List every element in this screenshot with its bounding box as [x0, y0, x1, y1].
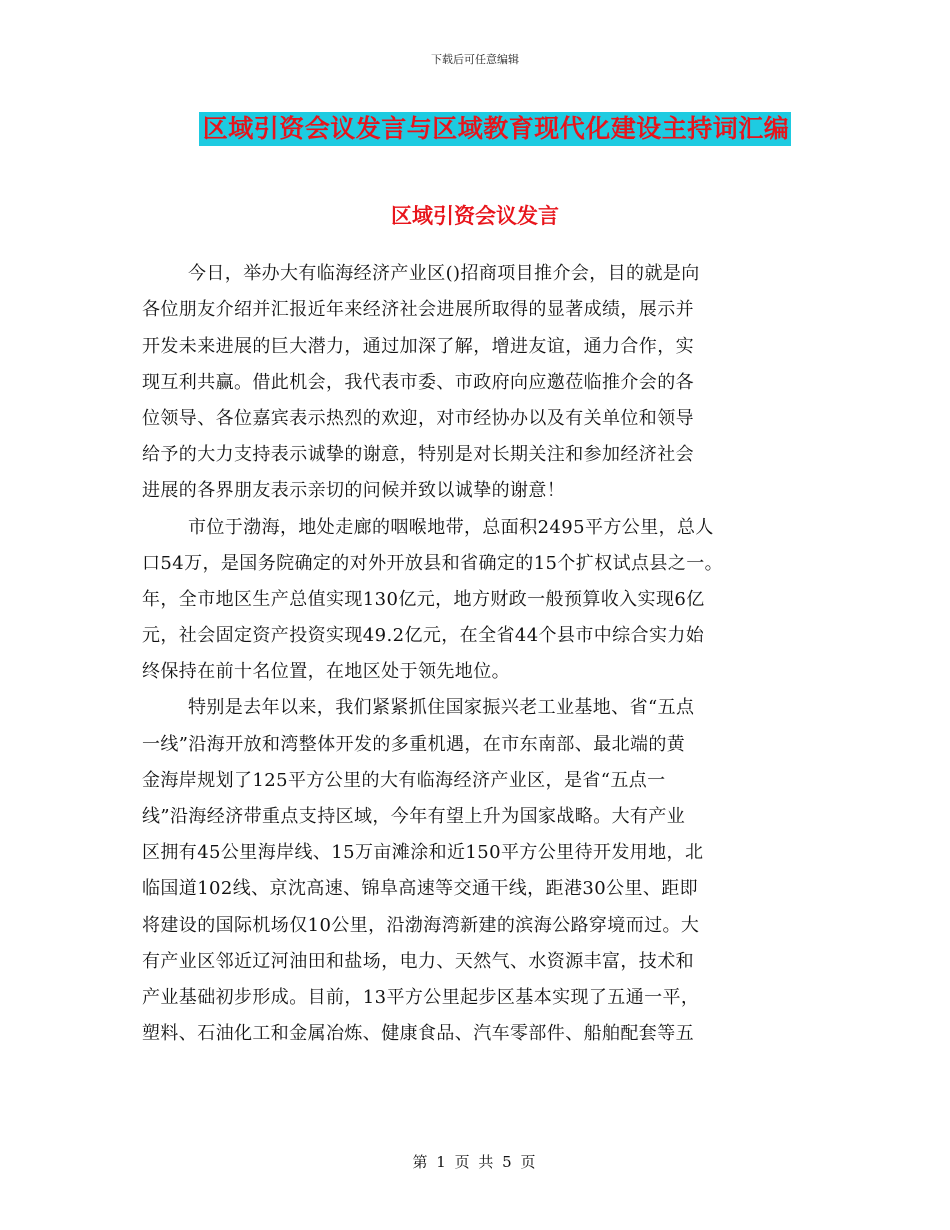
paragraph-line: 开发未来进展的巨大潜力，通过加深了解，增进友谊，通力合作，实: [142, 335, 694, 357]
paragraph-line: 市位于渤海，地处走廊的咽喉地带，总面积2495平方公里，总人: [188, 516, 714, 538]
paragraph-line: 塑料、石油化工和金属冶炼、健康食品、汽车零部件、船舶配套等五: [142, 1023, 694, 1045]
document-body: [142, 220, 812, 1052]
paragraph-line: 终保持在前十名位置，在地区处于领先地位。: [142, 661, 510, 683]
document-title-container: [0, 112, 950, 146]
paragraph-line: 金海岸规划了125平方公里的大有临海经济产业区，是省“五点一: [142, 769, 666, 791]
paragraph-line: 元，社会固定资产投资实现49.2亿元，在全省44个县市中综合实力始: [142, 625, 705, 647]
paragraph-line: 有产业区邻近辽河油田和盐场，电力、天然气、水资源丰富，技术和: [142, 950, 694, 972]
paragraph-line: 一线”沿海开放和湾整体开发的多重机遇，在市东南部、最北端的黄: [142, 733, 686, 755]
page-indicator: 第 1 页 共 5 页: [412, 1153, 538, 1171]
paragraph-line: 给予的大力支持表示诚挚的谢意，特别是对长期关注和参加经济社会: [142, 444, 694, 466]
page-header-note: 下载后可任意编辑: [431, 53, 519, 66]
paragraph-line: 进展的各界朋友表示亲切的问候并致以诚挚的谢意！: [142, 480, 566, 502]
paragraph-line: 临国道102线、京沈高速、锦阜高速等交通干线，距港30公里、距即: [142, 878, 699, 900]
paragraph-line: 今日，举办大有临海经济产业区()招商项目推介会，目的就是向: [188, 263, 700, 285]
paragraph-line: 各位朋友介绍并汇报近年来经济社会进展所取得的显著成绩，展示并: [142, 299, 694, 321]
paragraph-line: 年，全市地区生产总值实现130亿元，地方财政一般预算收入实现6亿: [142, 588, 705, 610]
paragraph-line: 现互利共赢。借此机会，我代表市委、市政府向应邀莅临推介会的各: [142, 371, 694, 393]
section-title: 区域引资会议发言: [391, 204, 559, 228]
paragraph-line: 位领导、各位嘉宾表示热烈的欢迎，对市经协办以及有关单位和领导: [142, 407, 694, 429]
paragraph-line: 将建设的国际机场仅10公里，沿渤海湾新建的滨海公路穿境而过。大: [142, 914, 700, 936]
paragraph-line: 特别是去年以来，我们紧紧抓住国家振兴老工业基地、省“五点: [188, 697, 695, 719]
paragraph-line: 产业基础初步形成。目前，13平方公里起步区基本实现了五通一平，: [142, 986, 700, 1008]
paragraph-line: 区拥有45公里海岸线、15万亩滩涂和近150平方公里待开发用地，北: [142, 842, 704, 864]
paragraph-line: 口54万，是国务院确定的对外开放县和省确定的15个扩权试点县之一。: [142, 552, 724, 574]
paragraph-line: 线”沿海经济带重点支持区域，今年有望上升为国家战略。大有产业: [142, 806, 686, 827]
document-title: 区域引资会议发言与区域教育现代化建设主持词汇编: [199, 112, 792, 146]
